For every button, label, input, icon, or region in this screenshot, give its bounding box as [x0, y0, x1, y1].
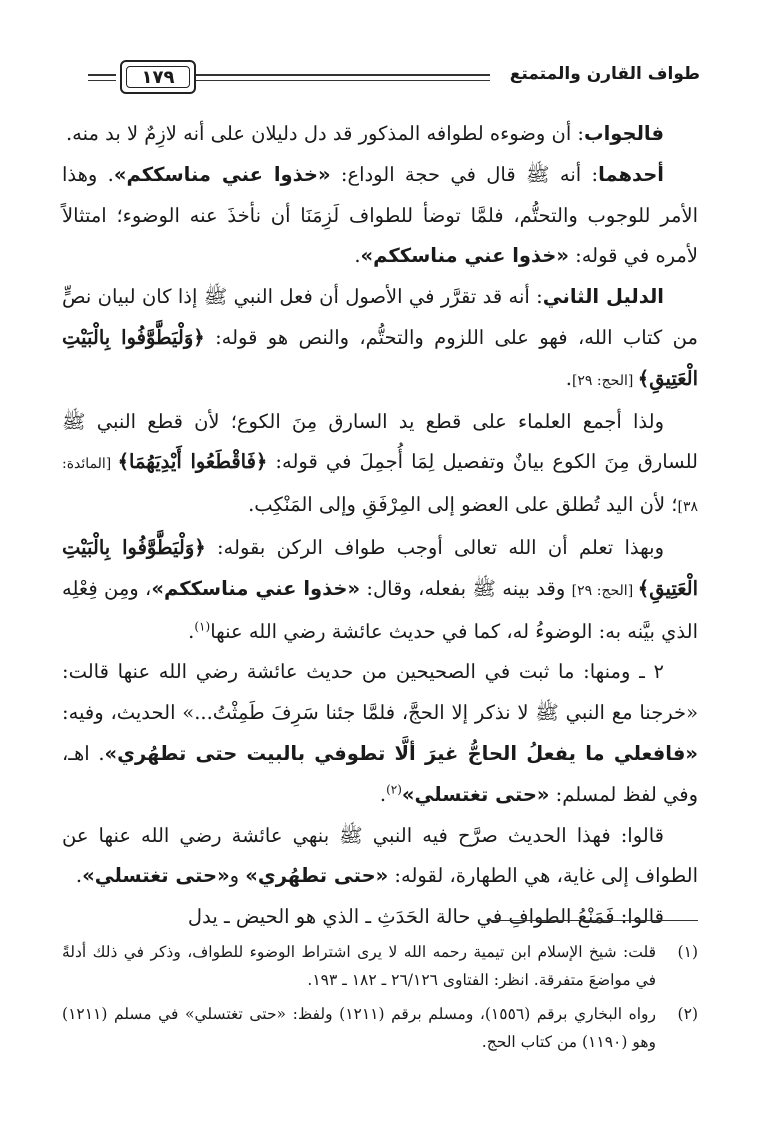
- text-run: ؛ لأن اليد تُطلق على العضو إلى المِرْفَقِ وإلى المَنْكِب.: [248, 493, 678, 517]
- text-run: .: [379, 782, 387, 806]
- answer-lead: فالجواب: [584, 122, 664, 145]
- hadith-quote: «خذوا عني مناسككم»: [360, 244, 569, 268]
- paragraph-consensus: [62, 402, 698, 528]
- text-run: .: [75, 864, 83, 888]
- text-run: قالوا: فهذا الحديث صرَّح فيه النبي ﷺ بنهي عائشة رضي الله عنها عن الطواف إلى غاية، هي الطهارة، لقوله:: [62, 823, 698, 888]
- paragraph-answer: [62, 114, 698, 155]
- footnotes: [62, 938, 698, 1062]
- quran-verse: ﴿وَلْيَطَّوَّفُوا بِالْبَيْتِ الْعَتِيقِ﴾: [62, 535, 698, 600]
- paragraph-first-proof: [62, 155, 698, 277]
- page-header: [88, 60, 700, 96]
- footnote-text: قلت: شيخ الإسلام ابن تيمية رحمه الله لا يرى اشتراط الوضوء للطواف، وذكر في ذلك أدلةً في مواضعَ متفرقة. انظر: الفتاوى ٢٦/١٢٦ ـ ١٨٢ ـ ١٩٣.: [62, 943, 656, 989]
- footnote: [62, 938, 698, 994]
- hadith-quote: «خذوا عني مناسككم»: [151, 576, 361, 600]
- footnote-number: (١): [677, 943, 698, 961]
- hadith-quote: «حتى تغتسلي»: [401, 782, 550, 806]
- page-number: ١٧٩: [126, 66, 190, 88]
- paragraph-they-said: [62, 816, 698, 898]
- second-proof-lead: الدليل الثاني: [542, 285, 664, 309]
- footnote: [62, 1000, 698, 1056]
- verse-reference: [الحج: ٢٩]: [571, 582, 638, 599]
- paragraph-conclusion: [62, 528, 698, 652]
- header-rule-right: [196, 74, 490, 81]
- paragraph-second-proof: [62, 277, 698, 401]
- page-number-frame: [120, 60, 196, 94]
- hadith-quote: «خذوا عني مناسككم»: [113, 162, 331, 186]
- verse-reference: [المائدة: ٣٨]: [62, 456, 698, 516]
- paragraph-continued: قالوا: فَمَنْعُ الطوافِ في حالة الحَدَثِ ـ الذي هو الحيض ـ يدل: [187, 905, 664, 929]
- text-run: ٢ ـ ومنها: ما ثبت في الصحيحين من حديث عائشة رضي الله عنها قالت: «خرجنا مع النبي ﷺ لا نذكر إلا الحجَّ، فلمَّا جئنا سَرِفَ طَمِثْتُ...» الحديث، وفيه:: [62, 660, 698, 725]
- verse-reference: [الحج: ٢٩]: [571, 372, 638, 389]
- hadith-quote: «حتى تغتسلي»: [82, 864, 230, 888]
- header-rule-left: [88, 74, 116, 81]
- text-run: ولذا أجمع العلماء على قطع يد السارق مِنَ الكوع؛ لأن قطع النبي ﷺ للسارق مِنَ الكوع بيانٌ وتفصيل لِمَا أُجمِلَ في قوله:: [62, 409, 698, 474]
- footnote-separator: [488, 920, 698, 921]
- text-run: وقد بينه ﷺ بفعله، وقال:: [360, 576, 572, 600]
- main-text: [62, 114, 698, 938]
- text-run: . وهذا الأمر للوجوب والتحتُّم، فلمَّا توضأ للطواف لَزِمَنَا أن نأخذَ عنه الوضوء؛ امتثالاً لأمره في قوله:: [62, 162, 698, 268]
- text-run: : أنه قد تقرَّر في الأصول أن فعل النبي ﷺ إذا كان لبيان نصٍّ من كتاب الله، فهو على اللزوم والتحتُّم، والنص هو قوله:: [62, 285, 698, 349]
- answer-text: : أن وضوءه لطوافه المذكور قد دل دليلان على أنه لازِمٌ لا بد منه.: [65, 122, 585, 145]
- footnote-marker: (١): [194, 619, 211, 634]
- first-proof-lead: أحدهما: [598, 162, 664, 186]
- text-run: .: [188, 619, 195, 643]
- paragraph-aisha-hadith: [62, 652, 698, 815]
- text-run: .: [565, 366, 572, 390]
- footnote-marker: (٢): [386, 782, 402, 797]
- footnote-number: (٢): [677, 1005, 698, 1023]
- text-run: .: [354, 244, 361, 268]
- footnote-text: رواه البخاري برقم (١٥٥٦)، ومسلم برقم (١٢١١) ولفظ: «حتى تغتسلي» في مسلم (١٢١١) وهو (١١٩٠) من كتاب الحج.: [62, 1005, 656, 1051]
- text-run: ، ومِن فِعْلِه الذي بيَّنه به: الوضوءُ له، كما في حديث عائشة رضي الله عنها: [62, 576, 698, 643]
- text-run: و: [229, 864, 246, 888]
- hadith-quote: «حتى تطهُري»: [245, 864, 389, 888]
- text-run: . اهـ، وفي لفظ لمسلم:: [62, 741, 698, 806]
- text-run: وبهذا تعلم أن الله تعالى أوجب طواف الركن بقوله:: [205, 535, 665, 559]
- quran-verse: ﴿فَاقْطَعُوا أَيْدِيَهُمَا﴾: [117, 450, 268, 474]
- quran-verse: ﴿وَلْيَطَّوَّفُوا بِالْبَيْتِ الْعَتِيقِ﴾: [62, 325, 698, 390]
- running-title: طواف القارن والمتمتع: [509, 64, 700, 84]
- text-run: : أنه ﷺ قال في حجة الوداع:: [330, 162, 599, 186]
- hadith-quote: «فافعلي ما يفعلُ الحاجُّ غيرَ ألَّا تطوفي بالبيت حتى تطهُري»: [104, 741, 698, 765]
